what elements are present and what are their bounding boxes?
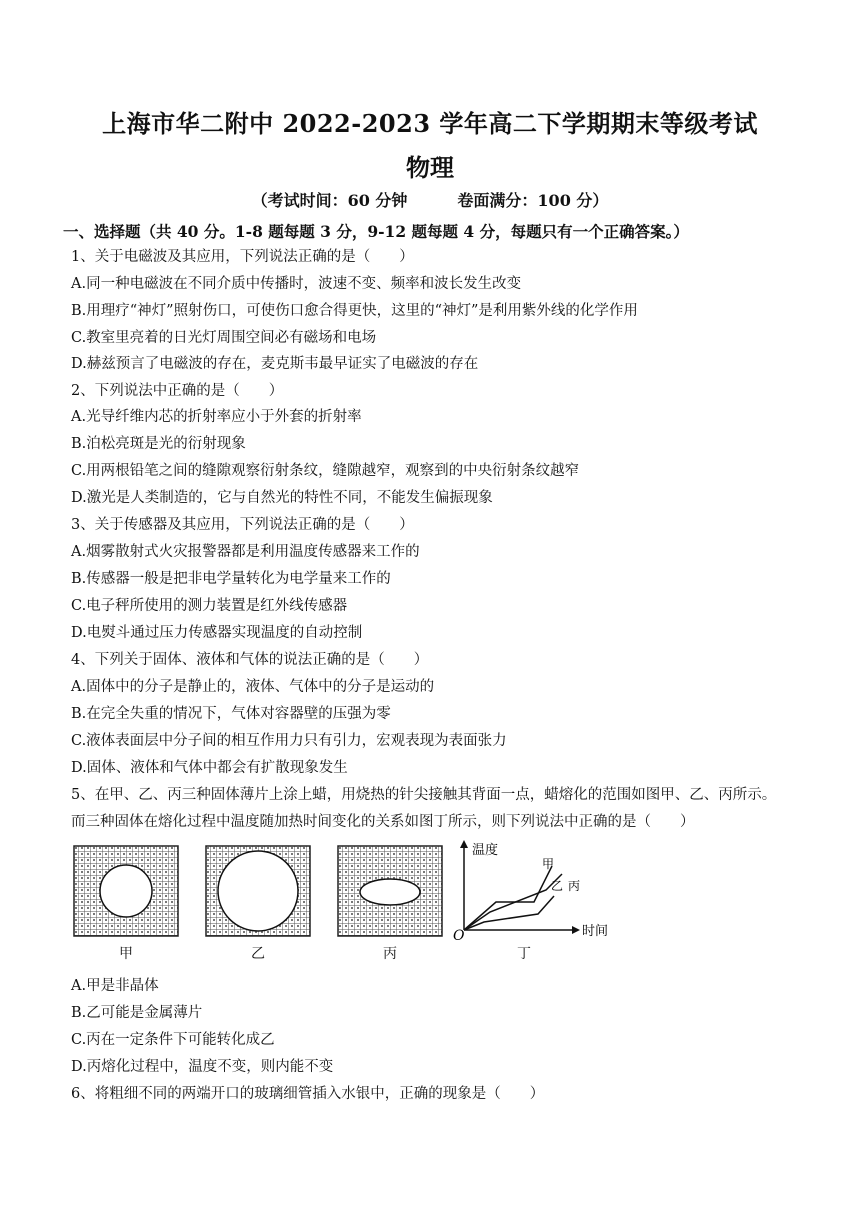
question-1-stem: 1、关于电磁波及其应用，下列说法正确的是（ ） xyxy=(71,249,414,265)
figure-caption-yi: 乙 xyxy=(251,946,265,962)
exam-subject: 物理 xyxy=(406,153,454,182)
graph-origin: O xyxy=(453,928,465,943)
curve-label-yi: 乙 xyxy=(551,879,564,893)
figure-bing-wax-plate xyxy=(337,845,443,937)
figure-caption-ding: 丁 xyxy=(517,946,531,962)
question-5-option-a: A.甲是非晶体 xyxy=(71,978,159,994)
figure-ding-temperature-graph xyxy=(450,838,620,943)
question-5-stem-continued: 而三种固体在熔化过程中温度随加热时间变化的关系如图丁所示，则下列说法中正确的是（ ） xyxy=(71,814,695,830)
exam-info xyxy=(0,188,860,211)
question-2-option-d: D.激光是人类制造的，它与自然光的特性不同，不能发生偏振现象 xyxy=(71,490,493,506)
question-3-stem: 3、关于传感器及其应用，下列说法正确的是（ ） xyxy=(71,517,414,533)
question-3-option-a: A.烟雾散射式火灾报警器都是利用温度传感器来工作的 xyxy=(71,544,420,560)
question-3-option-b: B.传感器一般是把非电学量转化为电学量来工作的 xyxy=(71,571,391,587)
question-3-option-d: D.电熨斗通过压力传感器实现温度的自动控制 xyxy=(71,625,363,641)
question-4-option-d: D.固体、液体和气体中都会有扩散现象发生 xyxy=(71,760,348,776)
question-5-option-b: B.乙可能是金属薄片 xyxy=(71,1005,203,1021)
exam-time: （考试时间：60 分钟 xyxy=(251,191,408,210)
question-1-option-a: A.同一种电磁波在不同介质中传播时，波速不变、频率和波长发生改变 xyxy=(71,276,522,292)
question-5-stem: 5、在甲、乙、丙三种固体薄片上涂上蜡，用烧热的针尖接触其背面一点，蜡熔化的范围如图甲、乙、丙所示。 xyxy=(71,787,777,803)
question-4-option-b: B.在完全失重的情况下，气体对容器壁的压强为零 xyxy=(71,706,391,722)
curve-label-jia: 甲 xyxy=(542,857,555,871)
question-2-option-b: B.泊松亮斑是光的衍射现象 xyxy=(71,436,246,452)
figure-jia-wax-plate xyxy=(73,845,179,937)
question-2-stem: 2、下列说法中正确的是（ ） xyxy=(71,383,284,399)
graph-xlabel: 时间 xyxy=(582,924,609,939)
figure-yi-wax-plate xyxy=(205,845,311,937)
question-4-option-c: C.液体表面层中分子间的相互作用力只有引力，宏观表现为表面张力 xyxy=(71,733,507,749)
question-6-stem: 6、将粗细不同的两端开口的玻璃细管插入水银中，正确的现象是（ ） xyxy=(71,1086,545,1102)
section-heading: 一、选择题（共 40 分。1-8 题每题 3 分，9-12 题每题 4 分，每题只有一个正确答案。） xyxy=(63,222,689,241)
figure-caption-bing: 丙 xyxy=(383,946,397,962)
question-1-option-b: B.用理疗“神灯”照射伤口，可使伤口愈合得更快，这里的“神灯”是利用紫外线的化学作用 xyxy=(71,303,638,319)
exam-title: 上海市华二附中 2022-2023 学年高二下学期期末等级考试 xyxy=(102,109,758,138)
curve-label-bing: 丙 xyxy=(568,879,581,893)
question-5-option-d: D.丙熔化过程中，温度不变，则内能不变 xyxy=(71,1059,334,1075)
question-3-option-c: C.电子秤所使用的测力装置是红外线传感器 xyxy=(71,598,348,614)
question-1-option-d: D.赫兹预言了电磁波的存在，麦克斯韦最早证实了电磁波的存在 xyxy=(71,356,479,372)
question-1-option-c: C.教室里亮着的日光灯周围空间必有磁场和电场 xyxy=(71,330,377,346)
question-4-option-a: A.固体中的分子是静止的，液体、气体中的分子是运动的 xyxy=(71,679,435,695)
figure-caption-jia: 甲 xyxy=(119,946,133,962)
graph-ylabel: 温度 xyxy=(472,843,499,858)
full-score: 卷面满分：100 分） xyxy=(457,191,609,210)
question-4-stem: 4、下列关于固体、液体和气体的说法正确的是（ ） xyxy=(71,652,429,668)
question-2-option-a: A.光导纤维内芯的折射率应小于外套的折射率 xyxy=(71,409,362,425)
question-2-option-c: C.用两根铅笔之间的缝隙观察衍射条纹，缝隙越窄，观察到的中央衍射条纹越窄 xyxy=(71,463,580,479)
question-5-option-c: C.丙在一定条件下可能转化成乙 xyxy=(71,1032,275,1048)
